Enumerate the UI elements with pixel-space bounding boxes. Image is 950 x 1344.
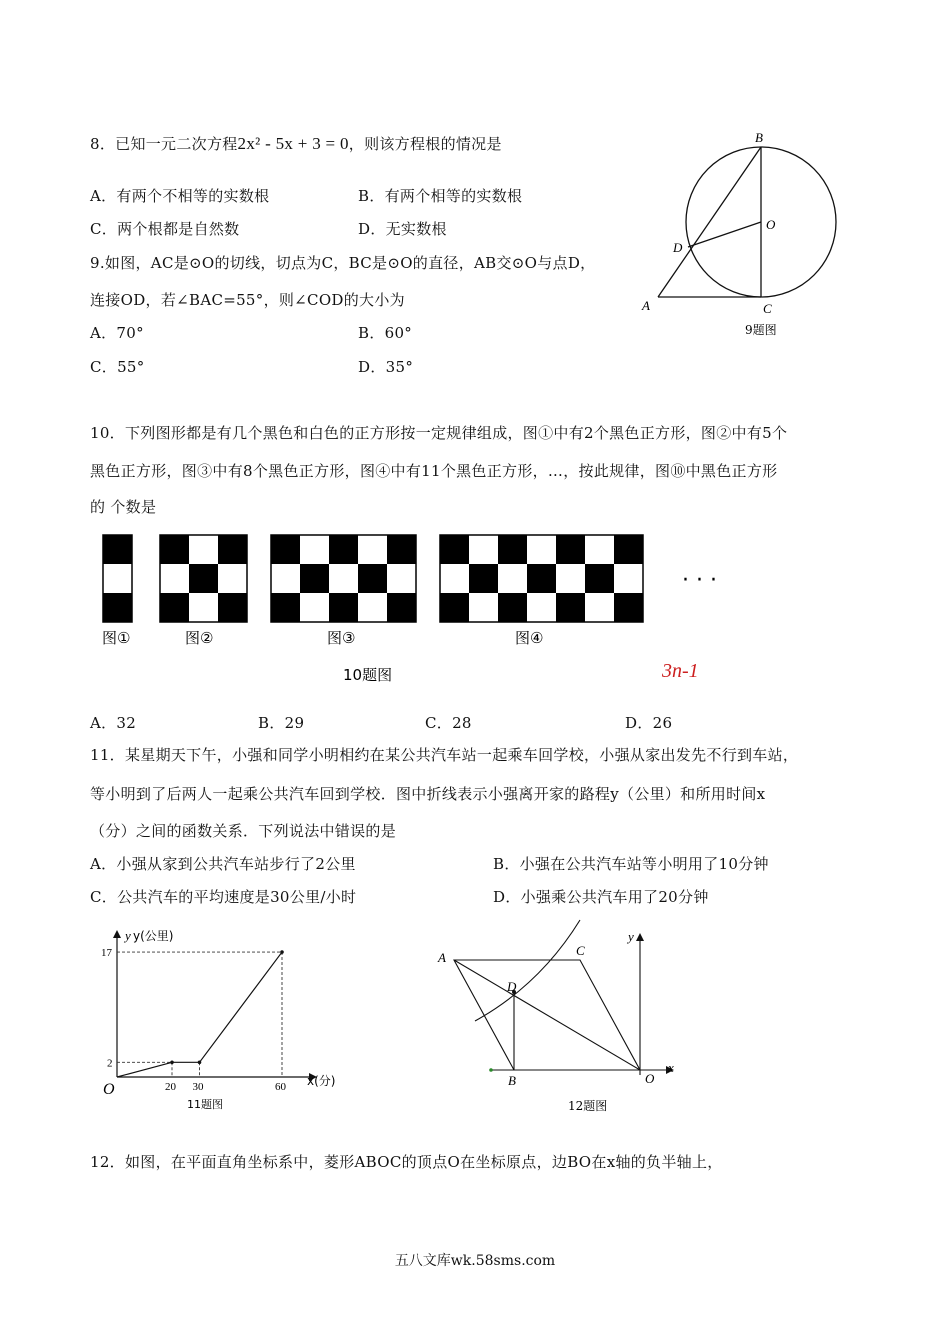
q12-line1: 12．如图，在平面直角坐标系中，菱形ABOC的顶点O在坐标原点，边BO在x轴的负半轴上， bbox=[90, 1153, 723, 1171]
white-square bbox=[160, 564, 189, 593]
white-square bbox=[440, 564, 469, 593]
white-square bbox=[556, 564, 585, 593]
q12-y-arrow bbox=[636, 933, 644, 941]
data-point bbox=[280, 950, 284, 954]
white-square bbox=[469, 593, 498, 622]
q12-label-d: D bbox=[507, 979, 517, 994]
q8-stem bbox=[90, 135, 502, 153]
q10-line1: 10．下列图形都是有几个黑色和白色的正方形按一定规律组成，图①中有2个黑色正方形，图②中有5个 bbox=[90, 424, 788, 442]
q8-option-a: A．有两个不相等的实数根 bbox=[90, 187, 270, 205]
q10-ellipsis: · · · bbox=[682, 568, 717, 593]
white-square bbox=[103, 564, 132, 593]
x-tick-label: 20 bbox=[165, 1081, 176, 1093]
q10-option-c: C．28 bbox=[425, 714, 472, 732]
white-square bbox=[527, 593, 556, 622]
q11-y-letter: y bbox=[125, 928, 131, 943]
q11-y-label-text: y(公里) bbox=[133, 929, 174, 943]
black-square bbox=[440, 593, 469, 622]
q11-option-a: A．小强从家到公共汽车站步行了2公里 bbox=[90, 855, 356, 873]
black-square bbox=[614, 535, 643, 564]
black-square bbox=[556, 535, 585, 564]
q9-option-d: D．35° bbox=[358, 358, 414, 376]
white-square bbox=[189, 535, 218, 564]
q11-line3: （分）之间的函数关系．下列说法中错误的是 bbox=[90, 822, 397, 840]
q11-option-c: C．公共汽车的平均速度是30公里/小时 bbox=[90, 888, 357, 906]
q9-label-a: A bbox=[642, 298, 650, 313]
q11-x-label-text: x(分) bbox=[307, 1074, 336, 1088]
q12-label-c: C bbox=[576, 943, 585, 958]
white-square bbox=[300, 593, 329, 622]
black-square bbox=[271, 535, 300, 564]
q10-caption: 10题图 bbox=[343, 666, 393, 684]
white-square bbox=[585, 535, 614, 564]
q10-label-3: 图③ bbox=[327, 629, 356, 647]
black-square bbox=[271, 593, 300, 622]
white-square bbox=[614, 564, 643, 593]
black-square bbox=[614, 593, 643, 622]
series-line bbox=[117, 952, 282, 1077]
q11-y-label bbox=[123, 928, 131, 943]
q9-option-c: C．55° bbox=[90, 358, 145, 376]
black-square bbox=[527, 564, 556, 593]
y-tick-label: 2 bbox=[107, 1057, 113, 1070]
x-tick-label: 30 bbox=[192, 1081, 204, 1093]
q9-label-b: B bbox=[755, 130, 763, 145]
q9-caption: 9题图 bbox=[745, 323, 777, 337]
q11-option-d: D．小强乘公共汽车用了20分钟 bbox=[493, 888, 709, 906]
black-square bbox=[103, 593, 132, 622]
q9-option-a: A．70° bbox=[90, 324, 144, 342]
data-point bbox=[198, 1061, 202, 1065]
black-square bbox=[300, 564, 329, 593]
q12-label-y: y bbox=[628, 929, 634, 944]
white-square bbox=[358, 593, 387, 622]
q12-label-o: O bbox=[645, 1071, 655, 1086]
black-square bbox=[585, 564, 614, 593]
q8-equation: 2x² - 5x + 3 = 0 bbox=[237, 134, 349, 153]
black-square bbox=[329, 593, 358, 622]
q10-label-2: 图② bbox=[185, 629, 214, 647]
q9-line-od bbox=[688, 222, 761, 247]
pattern-2 bbox=[160, 535, 247, 622]
q10-handwritten-note: 3n-1 bbox=[662, 660, 699, 682]
q9-line1: 9.如图，AC是⊙O的切线，切点为C，BC是⊙O的直径，AB交⊙O与点D， bbox=[90, 254, 596, 272]
black-square bbox=[440, 535, 469, 564]
q11-option-b: B．小强在公共汽车站等小明用了10分钟 bbox=[493, 855, 769, 873]
q9-figure bbox=[630, 125, 850, 345]
q9-label-o: O bbox=[766, 217, 776, 232]
black-square bbox=[329, 535, 358, 564]
q10-label-4: 图④ bbox=[515, 629, 544, 647]
black-square bbox=[387, 535, 416, 564]
black-square bbox=[103, 535, 132, 564]
data-point bbox=[170, 1061, 174, 1065]
q12-arc bbox=[475, 920, 580, 1021]
white-square bbox=[189, 593, 218, 622]
q9-label-d: D bbox=[673, 240, 683, 255]
q12-label-b: B bbox=[508, 1073, 516, 1088]
white-square bbox=[469, 535, 498, 564]
q9-line-ab bbox=[658, 147, 761, 297]
black-square bbox=[218, 535, 247, 564]
q10-option-d: D．26 bbox=[625, 714, 673, 732]
q8-stem-pre: 8．已知一元二次方程 bbox=[90, 135, 238, 153]
white-square bbox=[300, 535, 329, 564]
white-square bbox=[271, 564, 300, 593]
black-square bbox=[556, 593, 585, 622]
black-square bbox=[218, 593, 247, 622]
q10-line2: 黑色正方形，图③中有8个黑色正方形，图④中有11个黑色正方形，…，按此规律，图⑩中黑色正方形 bbox=[90, 462, 778, 480]
black-square bbox=[498, 535, 527, 564]
q10-line3: 的 个数是 bbox=[90, 498, 157, 516]
black-square bbox=[189, 564, 218, 593]
white-square bbox=[358, 535, 387, 564]
q10-label-1: 图① bbox=[102, 629, 131, 647]
q10-figure bbox=[90, 525, 750, 695]
q11-caption: 11题图 bbox=[187, 1098, 223, 1111]
black-square bbox=[469, 564, 498, 593]
q12-green-dot bbox=[489, 1068, 493, 1072]
q8-option-b: B．有两个相等的实数根 bbox=[358, 187, 523, 205]
black-square bbox=[160, 535, 189, 564]
white-square bbox=[218, 564, 247, 593]
black-square bbox=[160, 593, 189, 622]
black-square bbox=[498, 593, 527, 622]
q12-figure bbox=[430, 915, 690, 1120]
q10-option-b: B．29 bbox=[258, 714, 305, 732]
q12-label-x: x bbox=[668, 1060, 674, 1075]
pattern-1 bbox=[103, 535, 132, 622]
pattern-4 bbox=[440, 535, 643, 622]
q9-label-c: C bbox=[763, 301, 772, 316]
black-square bbox=[387, 593, 416, 622]
q11-y-arrow bbox=[113, 930, 121, 938]
q12-label-a: A bbox=[438, 950, 446, 965]
q9-option-b: B．60° bbox=[358, 324, 413, 342]
q11-line2: 等小明到了后两人一起乘公共汽车回到学校．图中折线表示小强离开家的路程y（公里）和所用时间x bbox=[90, 785, 766, 803]
pattern-3 bbox=[271, 535, 416, 622]
q8-option-d: D．无实数根 bbox=[358, 220, 447, 238]
q11-line1: 11．某星期天下午，小强和同学小明相约在某公共汽车站一起乘车回学校，小强从家出发先不行到车站， bbox=[90, 746, 799, 764]
white-square bbox=[527, 535, 556, 564]
q11-chart bbox=[95, 922, 355, 1117]
q11-origin-label: O bbox=[103, 1081, 115, 1098]
q9-line2: 连接OD，若∠BAC=55°，则∠COD的大小为 bbox=[90, 291, 405, 309]
q12-diagonal-ao bbox=[454, 960, 640, 1070]
q12-caption: 12题图 bbox=[568, 1099, 608, 1113]
page-footer: 五八文库wk.58sms.com bbox=[394, 1253, 556, 1269]
white-square bbox=[387, 564, 416, 593]
white-square bbox=[585, 593, 614, 622]
q8-option-c: C．两个根都是自然数 bbox=[90, 220, 240, 238]
white-square bbox=[498, 564, 527, 593]
q10-option-a: A．32 bbox=[90, 714, 137, 732]
white-square bbox=[329, 564, 358, 593]
y-tick-label: 17 bbox=[101, 947, 112, 960]
q8-stem-post: ，则该方程根的情况是 bbox=[348, 135, 502, 153]
x-tick-label: 60 bbox=[275, 1081, 286, 1093]
black-square bbox=[358, 564, 387, 593]
